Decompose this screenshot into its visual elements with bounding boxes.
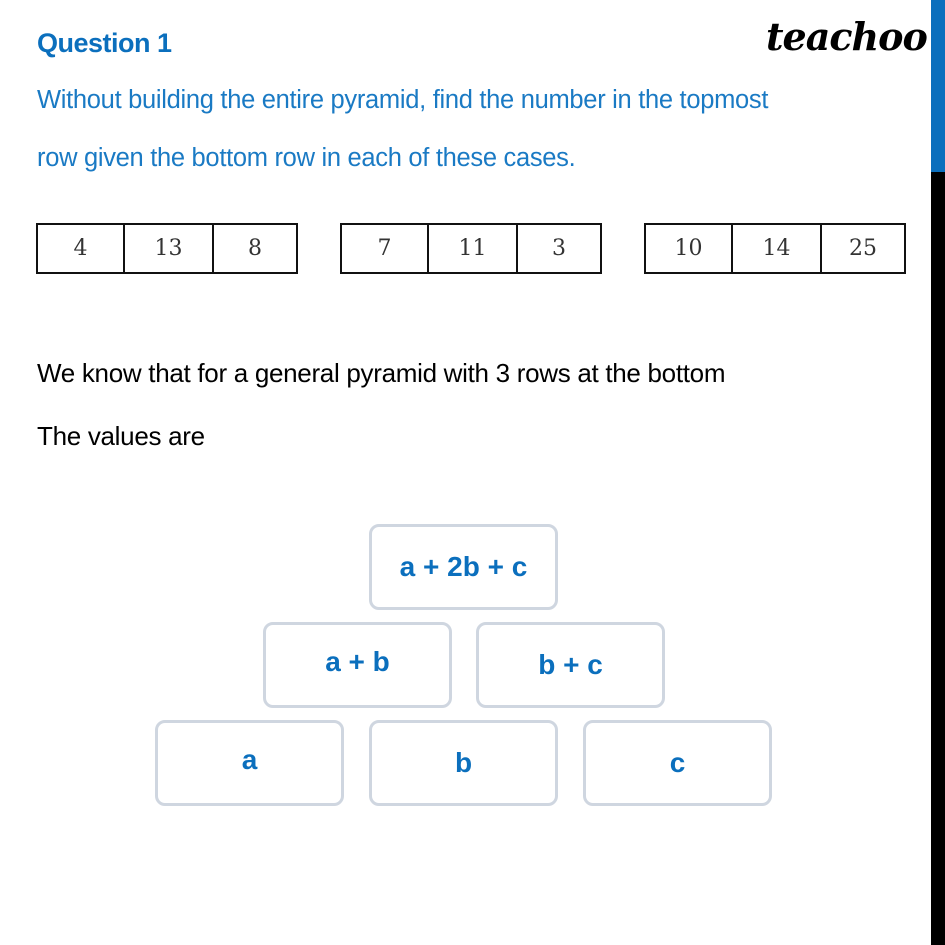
teachoo-logo: teachoo bbox=[766, 14, 927, 59]
brick-label: b + c bbox=[538, 649, 603, 680]
explanation-line2: The values are bbox=[37, 421, 205, 451]
question-text-line1: Without building the entire pyramid, find the number in the topmost bbox=[37, 86, 769, 114]
brick-label: a bbox=[241, 744, 258, 775]
case-cell: 14 bbox=[733, 225, 822, 272]
side-strip-blue bbox=[931, 0, 945, 172]
brick-label: a + 2b + c bbox=[399, 551, 528, 582]
pyramid-brick-bottom-c bbox=[583, 720, 772, 806]
brick-label: a + b bbox=[325, 646, 390, 677]
case-cell: 3 bbox=[552, 236, 566, 261]
question-title: Question 1 bbox=[37, 28, 172, 58]
case-cell: 8 bbox=[248, 236, 262, 261]
pyramid-brick-bottom-b bbox=[369, 720, 558, 806]
pyramid-brick-middle-right bbox=[476, 622, 665, 708]
pyramid-brick-middle-left bbox=[263, 622, 452, 708]
brick-label: c bbox=[669, 747, 686, 778]
side-strip-black bbox=[931, 172, 945, 945]
pyramid-brick-top bbox=[369, 524, 558, 610]
question-text-line2: row given the bottom row in each of these cases. bbox=[37, 144, 576, 172]
case-cell: 25 bbox=[849, 236, 877, 261]
case-cell: 10 bbox=[646, 225, 733, 272]
case-table-3 bbox=[644, 223, 906, 274]
case-cell: 4 bbox=[38, 225, 125, 272]
explanation-line1: We know that for a general pyramid with 3 rows at the bottom bbox=[37, 358, 726, 388]
case-table-1 bbox=[36, 223, 298, 274]
case-cell: 13 bbox=[125, 225, 214, 272]
pyramid-brick-bottom-a bbox=[155, 720, 344, 806]
case-table-2 bbox=[340, 223, 602, 274]
case-cell: 7 bbox=[342, 225, 429, 272]
case-cell: 11 bbox=[429, 225, 518, 272]
brick-label: b bbox=[454, 747, 473, 778]
